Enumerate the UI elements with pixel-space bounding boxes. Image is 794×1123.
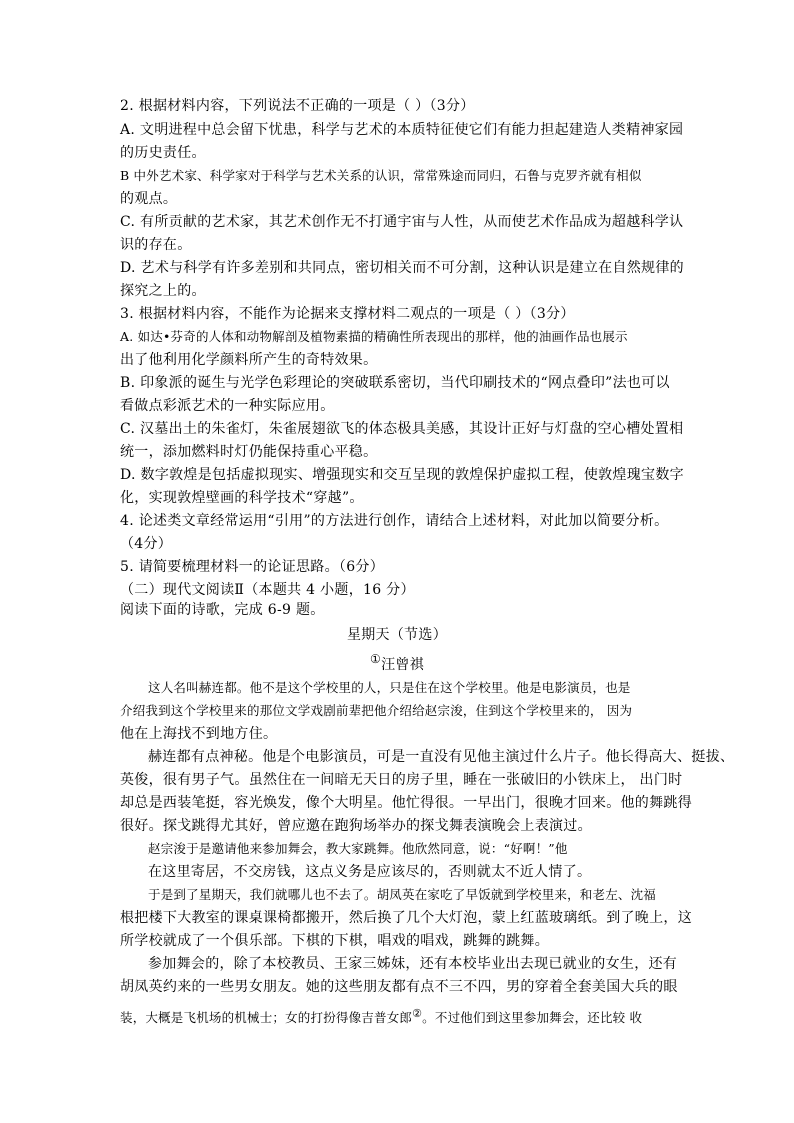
passage-author <box>0 650 794 674</box>
passage-line-10: 于是到了星期天，我们就哪儿也不去了。胡凤英在家吃了早饭就到学校里来，和老左、沈福 <box>148 887 657 902</box>
passage-line-7: 很好。探戈跳得尤其好，曾应邀在跑狗场举办的探戈舞表演晚会上表演过。 <box>120 818 592 834</box>
passage-line-12: 所学校就成了一个俱乐部。下棋的下棋，唱戏的唱戏，跳舞的跳舞。 <box>120 933 549 949</box>
question-3-option-d: D. 数字敦煌是包括虚拟现实、增强现实和交互呈现的敦煌保护虚拟工程，使敦煌瑰宝数字 <box>120 467 684 483</box>
passage-line-13: 参加舞会的，除了本校教员、王家三姊妹，还有本校毕业出去现已就业的女生，还有 <box>148 956 678 972</box>
passage-line-15 <box>120 1005 642 1027</box>
question-3-option-d-cont: 化，实现敦煌壁画的科学技术“穿越”。 <box>120 490 364 506</box>
question-2-option-a-cont: 的历史责任。 <box>120 145 206 161</box>
question-3-stem: 3. 根据材料内容，不能作为论据来支撑材料二观点的一项是（ ）（3分） <box>120 306 575 322</box>
question-3-option-b-cont: 看做点彩派艺术的一种实际应用。 <box>120 398 335 414</box>
question-2-option-b: B 中外艺术家、科学家对于科学与艺术关系的认识，常常殊途而同归，石鲁与克罗齐就有相似 <box>120 168 642 183</box>
question-2-option-d: D. 艺术与科学有许多差别和共同点，密切相关而不可分割，这种认识是建立在自然规律的 <box>120 260 684 276</box>
question-3-option-a-cont: 出了他利用化学颜料所产生的奇特效果。 <box>120 352 378 368</box>
question-3-option-a: A. 如达•芬奇的人体和动物解剖及植物素描的精确性所表现出的那样，他的油画作品也展示 <box>120 329 628 344</box>
passage-line-15-text: 装，大概是飞机场的机械士；女的打扮得像吉普女郎 <box>120 1010 413 1025</box>
question-5-stem: 5. 请简要梳理材料一的论证思路。（6分） <box>120 559 385 575</box>
question-2-option-c-cont: 识的存在。 <box>120 237 192 253</box>
footnote-marker-1: ① <box>370 652 382 666</box>
passage-line-3: 他在上海找不到地方住。 <box>120 726 278 742</box>
passage-line-15-tail: 。不过他们到这里参加舞会，还比较 收 <box>422 1010 643 1025</box>
passage-line-6: 却总是西装笔挺，容光焕发，像个大明星。他忙得很。一早出门，很晚才回来。他的舞跳得 <box>120 795 692 811</box>
question-3-option-c-cont: 统一，添加燃料时灯仍能保持重心平稳。 <box>120 444 378 460</box>
question-3-option-b: B. 印象派的诞生与光学色彩理论的突破联系密切，当代印刷技术的“网点叠印”法也可以 <box>120 375 670 391</box>
passage-title: 星期天（节选） <box>346 627 448 643</box>
passage-line-9: 在这里寄居，不交房钱，这点义务是应该尽的，否则就太不近人情了。 <box>148 864 592 880</box>
passage-line-8: 赵宗浚于是邀请他来参加舞会，教大家跳舞。他欣然同意，说：“好啊！”他 <box>148 841 568 856</box>
author-name: 汪曾祺 <box>381 657 424 673</box>
passage-line-14: 胡凤英约来的一些男女朋友。她的这些朋友都有点不三不四，男的穿着全套美国大兵的眼 <box>120 979 678 995</box>
question-4-stem: 4. 论述类文章经常运用“引用”的方法进行创作，请结合上述材料，对此加以简要分析。 <box>120 513 669 529</box>
question-2-option-b-cont: 的观点。 <box>120 191 178 207</box>
question-2-stem: 2. 根据材料内容，下列说法不正确的一项是（ ）（3分） <box>120 98 475 114</box>
reading-instruction: 阅读下面的诗歌，完成 6-9 题。 <box>120 602 325 618</box>
question-2-option-c: C. 有所贡献的艺术家，其艺术创作无不打通宇宙与人性，从而使艺术作品成为超越科学认 <box>120 214 684 230</box>
passage-line-11: 根把楼下大教室的课桌课椅都搬开，然后换了几个大灯泡，蒙上红蓝玻璃纸。到了晚上，这 <box>120 910 692 926</box>
footnote-marker-2: ② <box>412 1007 423 1020</box>
passage-line-1: 这人名叫赫连都。他不是这个学校里的人，只是住在这个学校里。他是电影演员，也是 <box>148 680 631 695</box>
question-2-option-d-cont: 探究之上的。 <box>120 283 206 299</box>
passage-line-5: 英俊，很有男子气。虽然住在一间暗无天日的房子里，睡在一张破旧的小铁床上， 出门时 <box>120 772 683 788</box>
passage-line-2: 介绍我到这个学校里来的那位文学戏剧前辈把他介绍给赵宗浚，住到这个学校里来的， 因为 <box>120 703 633 718</box>
passage-line-4: 赫连都有点神秘。他是个电影演员，可是一直没有见他主演过什么片子。他长得高大、挺拔、 <box>148 749 735 765</box>
question-4-score: （4分） <box>120 536 173 552</box>
section-heading: （二）现代文阅读Ⅱ（本题共 4 小题，16 分） <box>120 582 415 598</box>
question-2-option-a: A. 文明进程中总会留下忧患，科学与艺术的本质特征使它们有能力担起建造人类精神家园 <box>120 122 684 138</box>
question-3-option-c: C. 汉墓出土的朱雀灯，朱雀展翅欲飞的体态极具美感，其设计正好与灯盘的空心槽处置相 <box>120 421 684 437</box>
